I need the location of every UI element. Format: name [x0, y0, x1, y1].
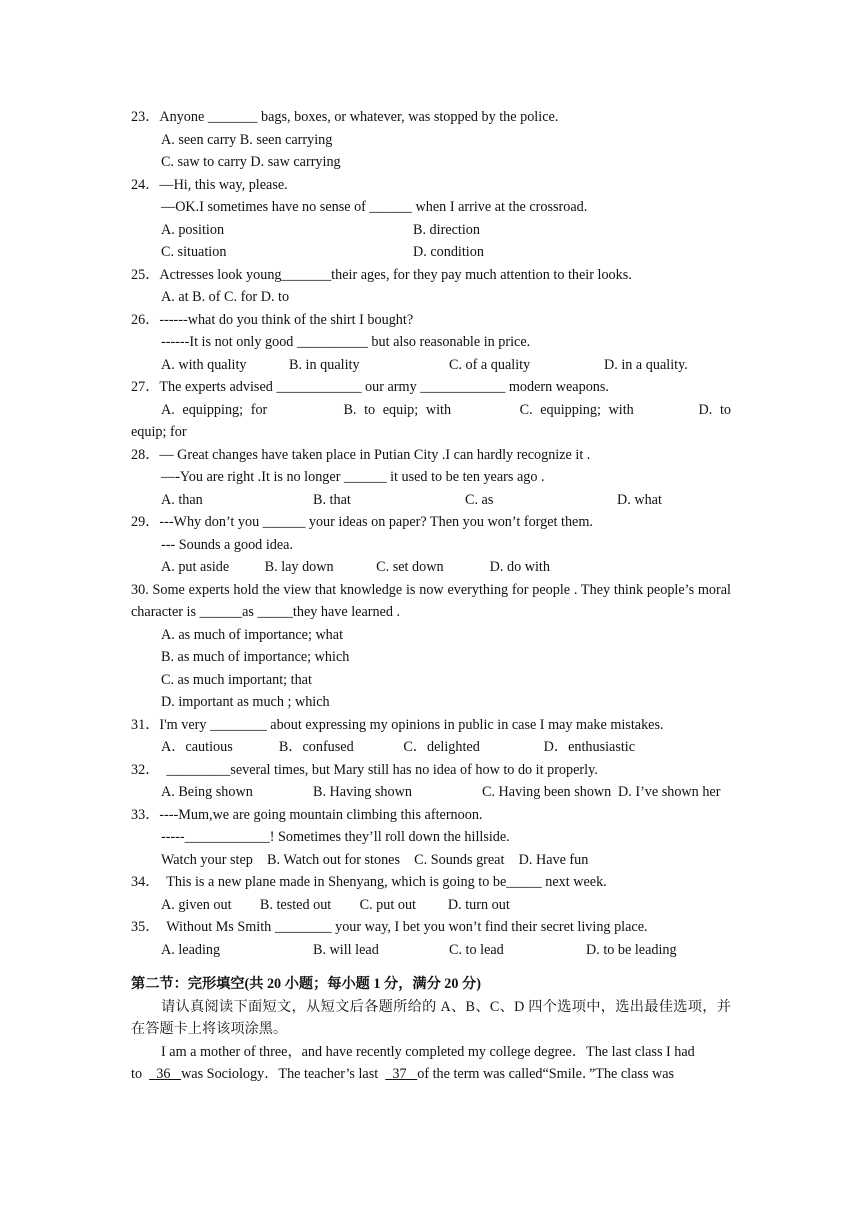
option-d: D. in a quality. [604, 356, 688, 373]
passage-line-2 [131, 1063, 731, 1086]
option-d: D. what [617, 491, 662, 508]
option-c: C. as [465, 491, 494, 508]
question-28-dialogue: —-You are right .It is no longer ______ it used to be ten years ago . [161, 469, 545, 485]
question-25-options: A. at B. of C. for D. to [161, 289, 290, 305]
blank-37: 37 [385, 1066, 418, 1082]
option-d: D. to be leading [586, 941, 677, 958]
question-33-options: Watch your step B. Watch out for stones C. Sounds great D. Have fun [161, 851, 589, 868]
question-25-stem: 25．Actresses look young_______their ages, for they pay much attention to their looks. [131, 266, 632, 283]
question-23-options-1: A. seen carry B. seen carrying [161, 131, 333, 148]
question-29-options: A. put aside B. lay down C. set down D. do with [161, 559, 550, 575]
option-a: A. leading [161, 941, 221, 958]
question-34-options: A. given out B. tested out C. put out D. turn out [161, 896, 510, 913]
option-b: B. Having shown [313, 784, 412, 800]
option-b: B. that [313, 491, 351, 508]
question-24-options-row-2 [131, 241, 731, 264]
question-28-options [131, 489, 731, 512]
option-a: A. with quality [161, 356, 247, 373]
option-c: C. Having been shown [482, 784, 612, 800]
question-35-options [131, 939, 731, 962]
question-31-options: A．cautious B．confused C．delighted D．enthusiastic [161, 739, 636, 755]
question-34-stem: 34． This is a new plane made in Shenyang, which is going to be_____ next week. [131, 874, 607, 890]
question-33-dialogue: -----____________! Sometimes they’ll roll down the hillside. [161, 829, 510, 845]
option-a: A. position [161, 221, 225, 238]
option-a: A. Being shown [161, 784, 253, 800]
question-32-options [131, 781, 731, 804]
option-b: B. in quality [289, 356, 360, 373]
question-30-option-a: A. as much of importance; what [161, 626, 344, 643]
passage-text: of the term was called“Smile．”The class was [417, 1066, 675, 1082]
question-23-options-2: C. saw to carry D. saw carrying [161, 154, 341, 170]
option-d: D. condition [413, 244, 484, 260]
question-30-option-c: C. as much important; that [161, 671, 312, 688]
question-35-stem: 35． Without Ms Smith ________ your way, I bet you won’t find their secret living place. [131, 919, 648, 935]
option-c: C. to lead [449, 941, 504, 958]
passage-text: was Sociology．The teacher’s last [181, 1066, 386, 1082]
question-28-stem: 28．— Great changes have taken place in Putian City .I can hardly recognize it . [131, 446, 591, 463]
question-32-stem: 32． _________several times, but Mary still has no idea of how to do it properly. [131, 761, 598, 778]
question-30-stem: 30. Some experts hold the view that knowledge is now everything for people . They think people’s moral character is ______as _____they have learned . [131, 581, 731, 620]
passage-line-1: I am a mother of three，and have recently completed my college degree．The last class I had [161, 1043, 695, 1060]
question-26-dialogue: ------It is not only good __________ but also reasonable in price. [161, 334, 531, 350]
question-23-stem: 23．Anyone _______ bags, boxes, or whatever, was stopped by the police. [131, 109, 559, 125]
question-29-stem: 29．---Why don’t you ______ your ideas on paper? Then you won’t forget them. [131, 514, 593, 530]
section-2-instruction: 请认真阅读下面短文，从短文后各题所给的 A、B、C、D 四个选项中，选出最佳选项，并在答题卡上将该项涂黑。 [131, 998, 731, 1037]
question-29-dialogue: --- Sounds a good idea. [161, 536, 293, 553]
question-27-stem: 27．The experts advised ____________ our army ____________ modern weapons. [131, 379, 609, 395]
option-d: D. I’ve shown her [618, 784, 721, 800]
exam-page [131, 106, 735, 1086]
passage-text: to [131, 1066, 150, 1082]
option-a: A. than [161, 491, 203, 508]
question-31-stem: 31．I'm very ________ about expressing my opinions in public in case I may make mistakes. [131, 716, 664, 733]
question-26-options [131, 354, 731, 377]
question-27-options: A. equipping; for B. to equip; with C. equipping; with D. to equip; for [131, 401, 735, 440]
question-24-stem: 24．—Hi, this way, please. [131, 176, 288, 193]
question-30-option-d: D. important as much ; which [161, 694, 330, 710]
question-24-options-row-1 [131, 219, 731, 242]
section-2-heading: 第二节：完形填空(共 20 小题；每小题 1 分，满分 20 分) [131, 976, 481, 992]
option-c: C. of a quality [449, 356, 531, 373]
blank-36: 36 [149, 1066, 182, 1082]
option-c: C. situation [161, 244, 227, 260]
question-30-option-b: B. as much of importance; which [161, 649, 350, 665]
question-33-stem: 33．----Mum,we are going mountain climbing this afternoon. [131, 806, 483, 823]
option-b: B. will lead [313, 941, 379, 958]
question-26-stem: 26．------what do you think of the shirt I bought? [131, 311, 414, 328]
option-b: B. direction [413, 221, 480, 238]
question-24-dialogue: —OK.I sometimes have no sense of ______ when I arrive at the crossroad. [161, 199, 588, 215]
